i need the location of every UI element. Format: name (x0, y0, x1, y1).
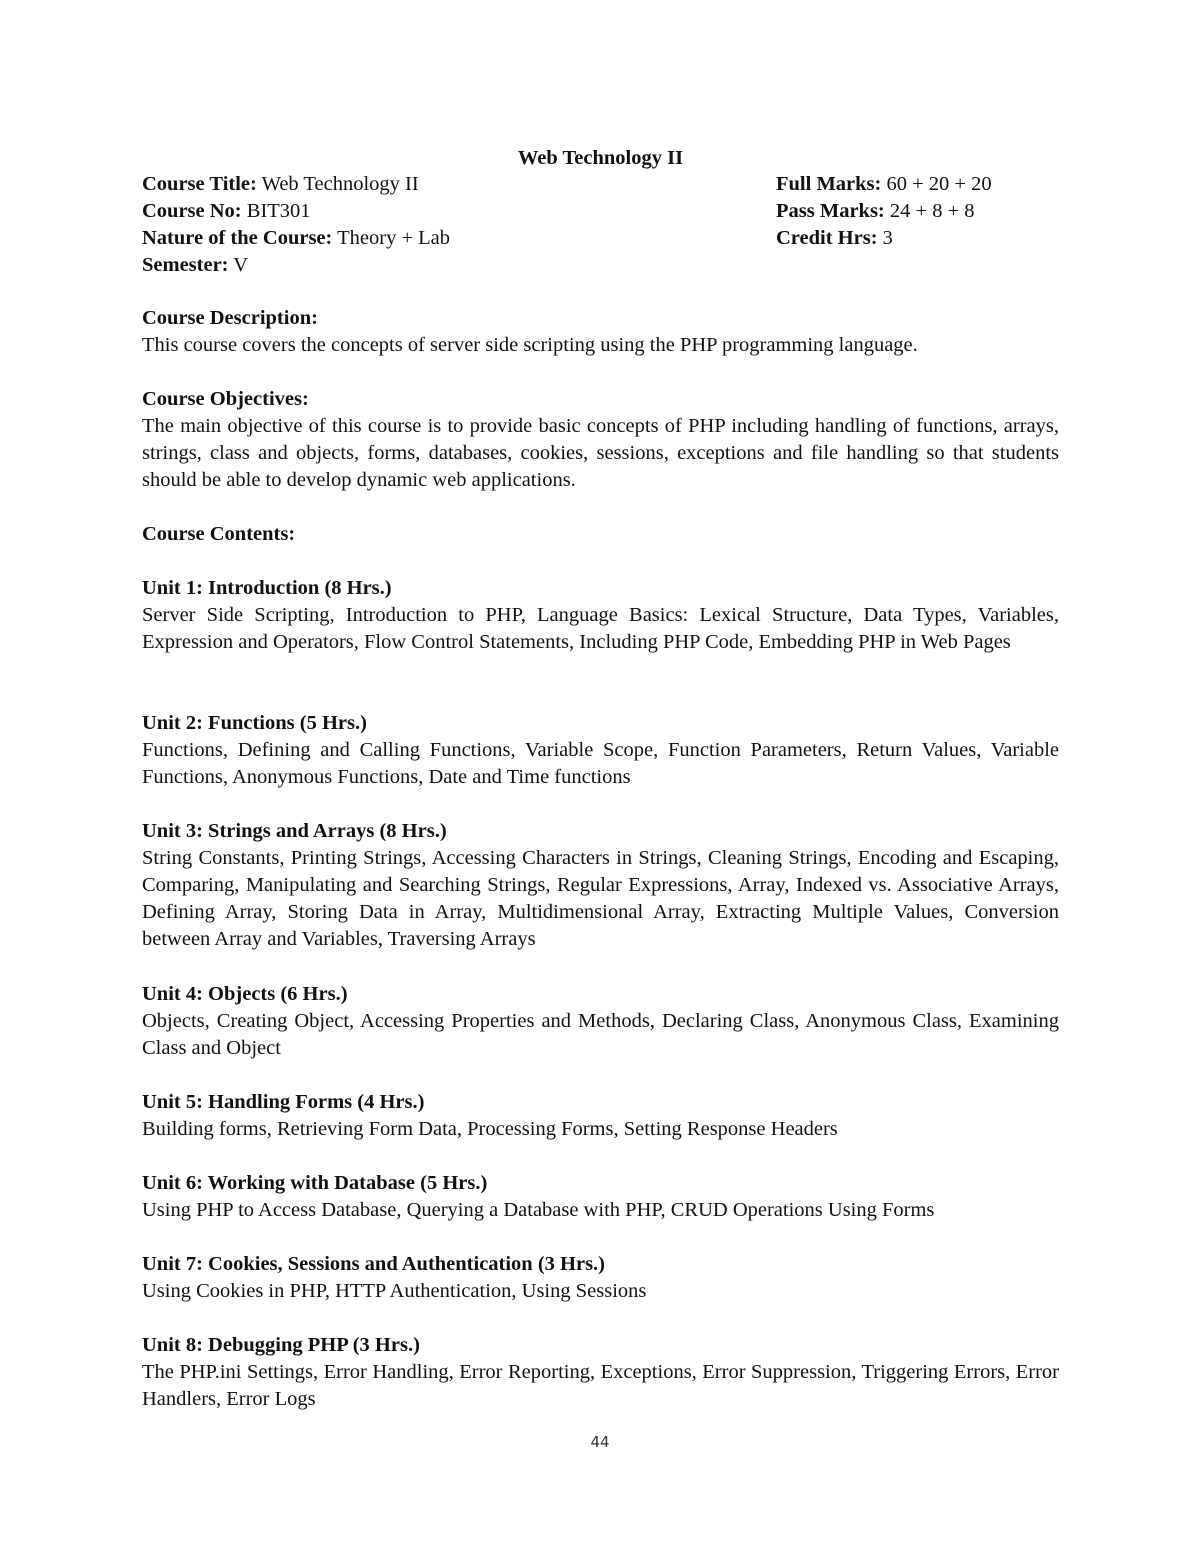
credit-hrs-label: Credit Hrs: (776, 227, 878, 249)
nature-label: Nature of the Course: (142, 227, 333, 249)
objectives-section (142, 386, 1059, 494)
unit-text: Server Side Scripting, Introduction to PHP, Language Basics: Lexical Structure, Data Types, Variables, Expression and Operators, Flow Control Statements, Including PHP Code, Embedding PHP in Web Pages (142, 604, 1059, 653)
unit-text: Building forms, Retrieving Form Data, Processing Forms, Setting Response Headers (142, 1118, 838, 1140)
semester-label: Semester: (142, 254, 229, 276)
meta-row-3 (142, 225, 1059, 252)
unit-2 (142, 710, 1059, 791)
unit-heading: Unit 4: Objects (6 Hrs.) (142, 983, 348, 1005)
unit-text: Functions, Defining and Calling Functions, Variable Scope, Function Parameters, Return Values, Variable Functions, Anonymous Functions, Date and Time functions (142, 739, 1059, 788)
course-title-value: Web Technology II (261, 173, 419, 195)
nature-field (142, 225, 450, 252)
pass-marks-label: Pass Marks: (776, 200, 885, 222)
unit-text: Objects, Creating Object, Accessing Properties and Methods, Declaring Class, Anonymous Class, Examining Class and Object (142, 1010, 1059, 1059)
page-number: 44 (590, 1433, 610, 1451)
objectives-text: The main objective of this course is to provide basic concepts of PHP including handling of functions, arrays, strings, class and objects, forms, databases, cookies, sessions, exceptions and file handling so that students should be able to develop dynamic web applications. (142, 415, 1059, 491)
unit-8 (142, 1332, 1059, 1413)
course-title-field (142, 171, 419, 198)
contents-heading: Course Contents: (142, 523, 296, 545)
description-section (142, 305, 1059, 359)
unit-text: Using Cookies in PHP, HTTP Authentication, Using Sessions (142, 1280, 647, 1302)
nature-value: Theory + Lab (337, 227, 451, 249)
course-title-label: Course Title: (142, 173, 257, 195)
unit-heading: Unit 5: Handling Forms (4 Hrs.) (142, 1091, 425, 1113)
contents-section (142, 521, 1059, 548)
meta-row-2 (142, 198, 1059, 225)
unit-3 (142, 818, 1059, 953)
credit-hrs-value: 3 (882, 227, 893, 249)
unit-heading: Unit 2: Functions (5 Hrs.) (142, 712, 367, 734)
semester-field (142, 252, 248, 279)
description-heading: Course Description: (142, 307, 318, 329)
unit-1 (142, 575, 1059, 656)
unit-heading: Unit 7: Cookies, Sessions and Authentication (3 Hrs.) (142, 1253, 606, 1275)
unit-text: String Constants, Printing Strings, Accessing Characters in Strings, Cleaning Strings, Encoding and Escaping, Comparing, Manipulating and Searching Strings, Regular Expressions, Array, Indexed vs. Associative Arrays, Defining Array, Storing Data in Array, Multidimensional Array, Extracting Multiple Values, Conversion between Array and Variables, Traversing Arrays (142, 847, 1059, 950)
semester-value: V (233, 254, 249, 276)
full-marks-label: Full Marks: (776, 173, 882, 195)
unit-4 (142, 981, 1059, 1062)
document-title: Web Technology II (517, 147, 684, 169)
course-no-field (142, 198, 311, 225)
pass-marks-value: 24 + 8 + 8 (889, 200, 975, 222)
unit-7 (142, 1251, 1059, 1305)
course-no-value: BIT301 (246, 200, 311, 222)
objectives-heading: Course Objectives: (142, 388, 309, 410)
course-meta (142, 171, 1059, 279)
unit-heading: Unit 1: Introduction (8 Hrs.) (142, 577, 392, 599)
unit-6 (142, 1170, 1059, 1224)
unit-heading: Unit 8: Debugging PHP (3 Hrs.) (142, 1334, 420, 1356)
credit-hrs-field (776, 225, 893, 252)
meta-row-1 (142, 171, 1059, 198)
unit-heading: Unit 6: Working with Database (5 Hrs.) (142, 1172, 488, 1194)
full-marks-field (776, 171, 992, 198)
meta-row-4 (142, 252, 1059, 279)
unit-5 (142, 1089, 1059, 1143)
unit-text: The PHP.ini Settings, Error Handling, Error Reporting, Exceptions, Error Suppression, Triggering Errors, Error Handlers, Error Logs (142, 1361, 1059, 1410)
unit-heading: Unit 3: Strings and Arrays (8 Hrs.) (142, 820, 447, 842)
full-marks-value: 60 + 20 + 20 (886, 173, 992, 195)
unit-text: Using PHP to Access Database, Querying a Database with PHP, CRUD Operations Using Forms (142, 1199, 935, 1221)
course-no-label: Course No: (142, 200, 242, 222)
pass-marks-field (776, 198, 975, 225)
description-text: This course covers the concepts of server side scripting using the PHP programming language. (142, 334, 918, 356)
